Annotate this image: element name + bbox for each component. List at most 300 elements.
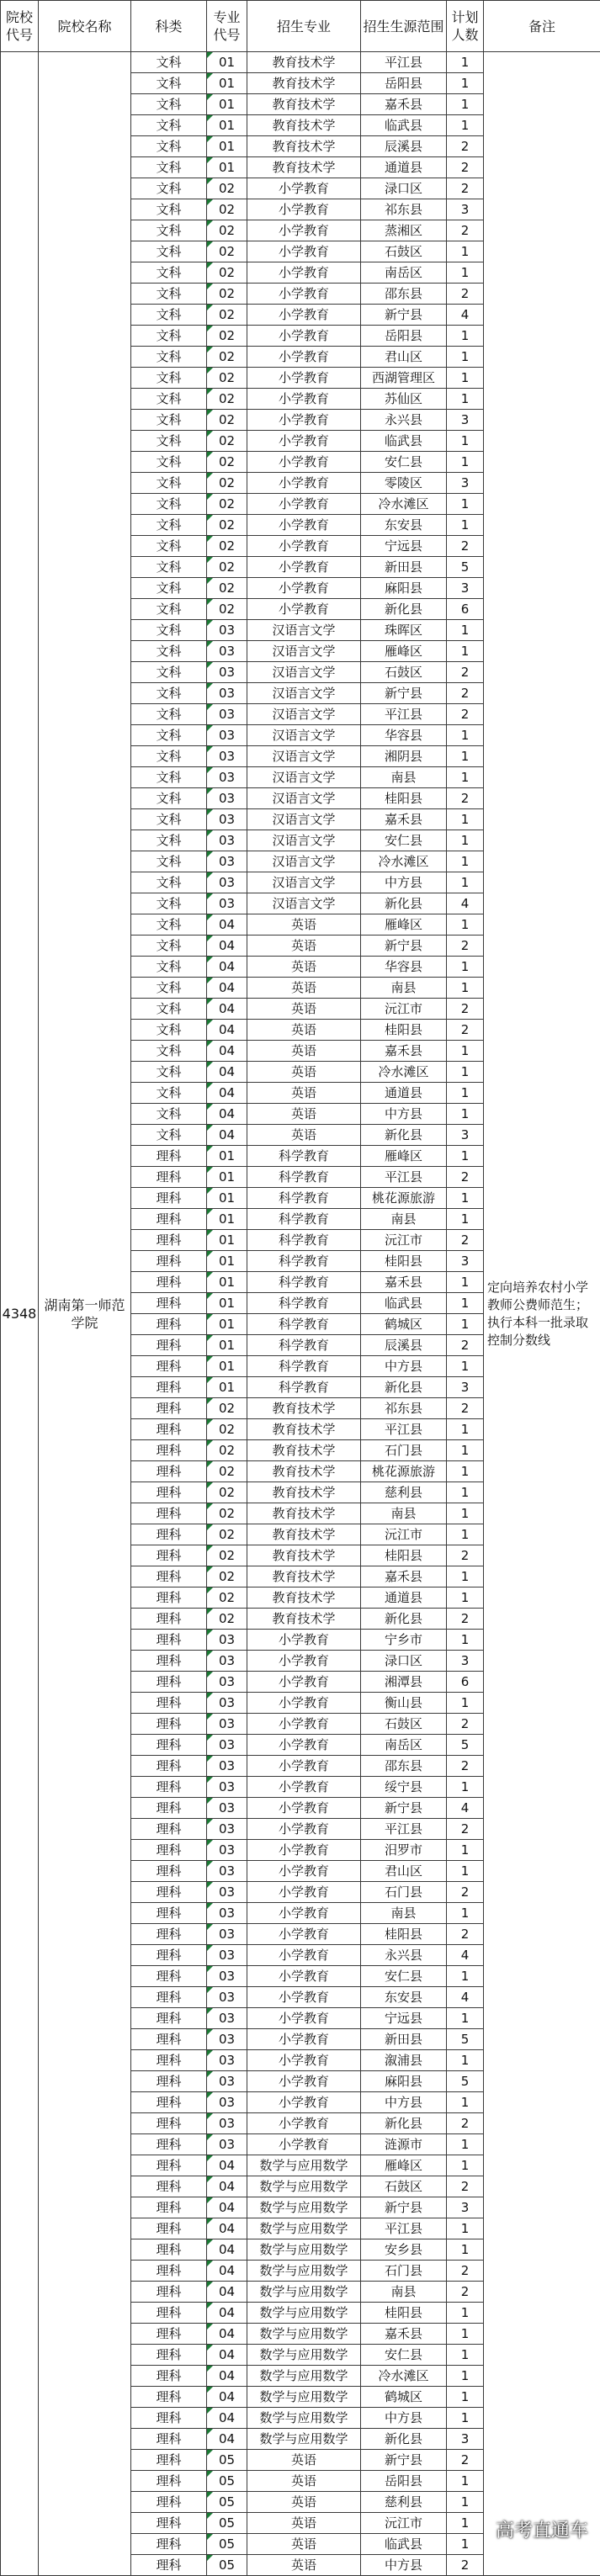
subject-cell: 理科 [131,1693,207,1714]
major-code-cell: 02 [207,1545,247,1566]
major-code-cell: 02 [207,536,247,557]
subject-cell: 理科 [131,2176,207,2197]
major-code-cell: 02 [207,262,247,284]
subject-cell: 文科 [131,452,207,473]
major-cell: 教育技术学 [247,1524,361,1545]
region-cell: 渌口区 [361,178,447,199]
quota-cell: 5 [447,2029,484,2050]
quota-cell: 1 [447,1356,484,1377]
major-code-cell: 04 [207,914,247,936]
major-code-cell: 03 [207,662,247,683]
quota-cell: 1 [447,2408,484,2429]
subject-cell: 文科 [131,662,207,683]
region-cell: 雁峰区 [361,1146,447,1167]
quota-cell: 2 [447,284,484,305]
region-cell: 桃花源旅游 [361,1461,447,1482]
major-cell: 教育技术学 [247,157,361,178]
major-code-cell: 02 [207,1440,247,1461]
major-cell: 教育技术学 [247,1482,361,1503]
quota-cell: 1 [447,2092,484,2113]
quota-cell: 1 [447,2303,484,2324]
major-code-cell: 02 [207,1609,247,1630]
region-cell: 石鼓区 [361,662,447,683]
major-cell: 数学与应用数学 [247,2239,361,2261]
major-cell: 小学教育 [247,1630,361,1651]
major-code-cell: 01 [207,157,247,178]
subject-cell: 理科 [131,2071,207,2092]
subject-cell: 理科 [131,2513,207,2534]
major-code-cell: 03 [207,2008,247,2029]
region-cell: 新宁县 [361,683,447,704]
region-cell: 麻阳县 [361,578,447,599]
quota-cell: 1 [447,2471,484,2492]
major-cell: 英语 [247,1041,361,1062]
region-cell: 嘉禾县 [361,94,447,115]
major-cell: 教育技术学 [247,1503,361,1524]
region-cell: 永兴县 [361,1945,447,1966]
region-cell: 冷水滩区 [361,1062,447,1083]
subject-cell: 文科 [131,1062,207,1083]
table-body [1,52,600,2576]
major-code-cell: 04 [207,2303,247,2324]
region-cell: 安仁县 [361,2345,447,2366]
subject-cell: 理科 [131,1566,207,1587]
major-cell: 科学教育 [247,1377,361,1398]
quota-cell: 2 [447,178,484,199]
major-code-cell: 02 [207,1503,247,1524]
quota-cell: 1 [447,1524,484,1545]
subject-cell: 理科 [131,2218,207,2239]
region-cell: 临武县 [361,115,447,136]
subject-cell: 文科 [131,767,207,788]
major-code-cell: 03 [207,893,247,914]
subject-cell: 理科 [131,1272,207,1293]
region-cell: 鹤城区 [361,2387,447,2408]
subject-cell: 理科 [131,2366,207,2387]
header-major: 招生专业 [247,1,361,52]
major-cell: 教育技术学 [247,1609,361,1630]
subject-cell: 理科 [131,1293,207,1314]
major-cell: 小学教育 [247,1924,361,1945]
major-code-cell: 01 [207,1335,247,1356]
major-cell: 英语 [247,1104,361,1125]
major-code-cell: 01 [207,52,247,73]
major-cell: 英语 [247,1020,361,1041]
subject-cell: 理科 [131,1630,207,1651]
major-code-cell: 03 [207,2092,247,2113]
subject-cell: 理科 [131,1545,207,1566]
major-code-cell: 03 [207,1882,247,1903]
subject-cell: 理科 [131,1819,207,1840]
region-cell: 汨罗市 [361,1840,447,1861]
major-cell: 小学教育 [247,1693,361,1714]
subject-cell: 文科 [131,284,207,305]
quota-cell: 1 [447,767,484,788]
quota-cell: 2 [447,1819,484,1840]
major-code-cell: 02 [207,599,247,620]
quota-cell: 1 [447,1503,484,1524]
subject-cell: 文科 [131,725,207,746]
major-cell: 数学与应用数学 [247,2155,361,2176]
region-cell: 沅江市 [361,1230,447,1251]
subject-cell: 文科 [131,220,207,241]
major-cell: 小学教育 [247,1966,361,1987]
header-school-name: 院校名称 [39,1,131,52]
quota-cell: 3 [447,2197,484,2218]
header-region: 招生生源范围 [361,1,447,52]
major-code-cell: 03 [207,1735,247,1756]
region-cell: 辰溪县 [361,1335,447,1356]
region-cell: 衡山县 [361,1693,447,1714]
region-cell: 石门县 [361,2261,447,2282]
major-code-cell: 03 [207,767,247,788]
region-cell: 南县 [361,1903,447,1924]
major-code-cell: 03 [207,851,247,872]
quota-cell: 2 [447,662,484,683]
subject-cell: 理科 [131,1672,207,1693]
major-code-cell: 03 [207,1987,247,2008]
quota-cell: 1 [447,1272,484,1293]
major-code-cell: 05 [207,2555,247,2576]
quota-cell: 4 [447,1945,484,1966]
quota-cell: 2 [447,788,484,809]
region-cell: 君山区 [361,347,447,368]
major-code-cell: 03 [207,1693,247,1714]
major-cell: 数学与应用数学 [247,2282,361,2303]
region-cell: 新化县 [361,1609,447,1630]
major-code-cell: 01 [207,1314,247,1335]
major-cell: 小学教育 [247,389,361,410]
region-cell: 冷水滩区 [361,2366,447,2387]
region-cell: 涟源市 [361,2134,447,2155]
major-code-cell: 02 [207,326,247,347]
region-cell: 临武县 [361,1293,447,1314]
region-cell: 麻阳县 [361,2071,447,2092]
quota-cell: 1 [447,2387,484,2408]
quota-cell: 1 [447,1209,484,1230]
major-code-cell: 03 [207,1840,247,1861]
major-cell: 汉语言文学 [247,746,361,767]
subject-cell: 文科 [131,473,207,494]
major-cell: 英语 [247,2471,361,2492]
major-cell: 科学教育 [247,1209,361,1230]
major-cell: 英语 [247,914,361,936]
major-cell: 小学教育 [247,1903,361,1924]
major-code-cell: 02 [207,494,247,515]
quota-cell: 1 [447,2008,484,2029]
major-cell: 英语 [247,999,361,1020]
quota-cell: 1 [447,1566,484,1587]
major-cell: 汉语言文学 [247,851,361,872]
major-cell: 小学教育 [247,1882,361,1903]
subject-cell: 文科 [131,978,207,999]
major-code-cell: 02 [207,578,247,599]
region-cell: 嘉禾县 [361,1041,447,1062]
major-cell: 教育技术学 [247,73,361,94]
major-cell: 英语 [247,978,361,999]
region-cell: 安乡县 [361,2239,447,2261]
major-code-cell: 03 [207,620,247,641]
major-cell: 汉语言文学 [247,641,361,662]
major-cell: 小学教育 [247,199,361,220]
major-code-cell: 02 [207,305,247,326]
major-code-cell: 04 [207,1020,247,1041]
subject-cell: 文科 [131,536,207,557]
quota-cell: 3 [447,473,484,494]
quota-cell: 3 [447,1251,484,1272]
region-cell: 平江县 [361,2218,447,2239]
major-code-cell: 01 [207,94,247,115]
region-cell: 宁远县 [361,536,447,557]
subject-cell: 理科 [131,1882,207,1903]
major-code-cell: 02 [207,178,247,199]
subject-cell: 文科 [131,136,207,157]
quota-cell: 1 [447,2239,484,2261]
subject-cell: 理科 [131,2345,207,2366]
region-cell: 东安县 [361,515,447,536]
subject-cell: 理科 [131,1903,207,1924]
major-code-cell: 04 [207,2218,247,2239]
major-cell: 小学教育 [247,2071,361,2092]
subject-cell: 理科 [131,2029,207,2050]
major-cell: 教育技术学 [247,1398,361,1419]
region-cell: 辰溪县 [361,136,447,157]
major-cell: 小学教育 [247,2050,361,2071]
major-cell: 小学教育 [247,494,361,515]
major-code-cell: 02 [207,199,247,220]
quota-cell: 1 [447,52,484,73]
major-code-cell: 02 [207,1398,247,1419]
major-cell: 教育技术学 [247,1419,361,1440]
quota-cell: 2 [447,2282,484,2303]
major-code-cell: 04 [207,1083,247,1104]
region-cell: 新宁县 [361,305,447,326]
quota-cell: 2 [447,2261,484,2282]
major-code-cell: 03 [207,1861,247,1882]
major-code-cell: 01 [207,1272,247,1293]
subject-cell: 文科 [131,557,207,578]
major-cell: 小学教育 [247,557,361,578]
major-code-cell: 01 [207,1209,247,1230]
region-cell: 蒸湘区 [361,220,447,241]
quota-cell: 2 [447,1714,484,1735]
major-code-cell: 03 [207,2134,247,2155]
header-subject: 科类 [131,1,207,52]
quota-cell: 2 [447,2176,484,2197]
major-code-cell: 04 [207,2387,247,2408]
major-cell: 小学教育 [247,347,361,368]
subject-cell: 文科 [131,431,207,452]
quota-cell: 2 [447,1230,484,1251]
region-cell: 桂阳县 [361,1545,447,1566]
major-code-cell: 02 [207,1482,247,1503]
major-code-cell: 03 [207,683,247,704]
major-code-cell: 03 [207,746,247,767]
region-cell: 鹤城区 [361,1314,447,1335]
major-code-cell: 04 [207,2282,247,2303]
quota-cell: 1 [447,620,484,641]
major-cell: 小学教育 [247,368,361,389]
major-cell: 小学教育 [247,326,361,347]
quota-cell: 1 [447,1440,484,1461]
quota-cell: 2 [447,157,484,178]
subject-cell: 理科 [131,1735,207,1756]
major-code-cell: 03 [207,2113,247,2134]
major-cell: 科学教育 [247,1272,361,1293]
region-cell: 临武县 [361,2534,447,2555]
region-cell: 中方县 [361,1356,447,1377]
major-code-cell: 01 [207,1356,247,1377]
quota-cell: 1 [447,978,484,999]
region-cell: 石门县 [361,1882,447,1903]
region-cell: 华容县 [361,957,447,978]
major-cell: 英语 [247,1062,361,1083]
region-cell: 渌口区 [361,1651,447,1672]
region-cell: 临武县 [361,431,447,452]
major-code-cell: 05 [207,2513,247,2534]
quota-cell: 1 [447,851,484,872]
major-code-cell: 03 [207,1798,247,1819]
quota-cell: 1 [447,746,484,767]
region-cell: 新宁县 [361,2197,447,2218]
quota-cell: 1 [447,1840,484,1861]
major-code-cell: 03 [207,1777,247,1798]
region-cell: 新化县 [361,599,447,620]
major-code-cell: 01 [207,1377,247,1398]
major-cell: 数学与应用数学 [247,2176,361,2197]
major-cell: 小学教育 [247,262,361,284]
region-cell: 溆浦县 [361,2050,447,2071]
quota-cell: 1 [447,1419,484,1440]
major-cell: 小学教育 [247,1714,361,1735]
major-cell: 数学与应用数学 [247,2197,361,2218]
major-cell: 小学教育 [247,1777,361,1798]
region-cell: 苏仙区 [361,389,447,410]
subject-cell: 理科 [131,1945,207,1966]
major-cell: 科学教育 [247,1167,361,1188]
subject-cell: 文科 [131,494,207,515]
quota-cell: 1 [447,957,484,978]
major-code-cell: 02 [207,1524,247,1545]
major-cell: 汉语言文学 [247,704,361,725]
quota-cell: 1 [447,115,484,136]
major-cell: 科学教育 [247,1314,361,1335]
subject-cell: 文科 [131,199,207,220]
school-code-cell: 4348 [1,52,39,2576]
subject-cell: 文科 [131,1125,207,1146]
subject-cell: 理科 [131,1503,207,1524]
region-cell: 平江县 [361,52,447,73]
subject-cell: 理科 [131,1230,207,1251]
major-code-cell: 03 [207,1756,247,1777]
region-cell: 桂阳县 [361,1924,447,1945]
major-code-cell: 04 [207,2408,247,2429]
major-cell: 教育技术学 [247,1566,361,1587]
subject-cell: 文科 [131,1104,207,1125]
major-cell: 科学教育 [247,1356,361,1377]
subject-cell: 文科 [131,73,207,94]
subject-cell: 文科 [131,746,207,767]
subject-cell: 理科 [131,1651,207,1672]
subject-cell: 理科 [131,2492,207,2513]
subject-cell: 文科 [131,1041,207,1062]
subject-cell: 理科 [131,1861,207,1882]
region-cell: 南岳区 [361,262,447,284]
major-cell: 教育技术学 [247,136,361,157]
region-cell: 石鼓区 [361,1714,447,1735]
subject-cell: 理科 [131,1461,207,1482]
quota-cell: 6 [447,599,484,620]
major-cell: 汉语言文学 [247,683,361,704]
major-code-cell: 03 [207,1924,247,1945]
major-code-cell: 03 [207,1651,247,1672]
subject-cell: 文科 [131,999,207,1020]
major-code-cell: 03 [207,1819,247,1840]
major-cell: 小学教育 [247,578,361,599]
subject-cell: 理科 [131,1419,207,1440]
subject-cell: 文科 [131,851,207,872]
major-cell: 小学教育 [247,410,361,431]
region-cell: 岳阳县 [361,73,447,94]
subject-cell: 文科 [131,157,207,178]
quota-cell: 1 [447,73,484,94]
major-cell: 数学与应用数学 [247,2324,361,2345]
major-cell: 教育技术学 [247,94,361,115]
quota-cell: 2 [447,1756,484,1777]
major-cell: 汉语言文学 [247,620,361,641]
major-cell: 英语 [247,1125,361,1146]
quota-cell: 1 [447,368,484,389]
major-code-cell: 04 [207,2345,247,2366]
region-cell: 东安县 [361,1987,447,2008]
subject-cell: 文科 [131,326,207,347]
major-cell: 小学教育 [247,1756,361,1777]
quota-cell: 1 [447,914,484,936]
subject-cell: 理科 [131,1188,207,1209]
major-code-cell: 03 [207,1714,247,1735]
quota-cell: 3 [447,199,484,220]
subject-cell: 理科 [131,1335,207,1356]
major-code-cell: 02 [207,1461,247,1482]
quota-cell: 2 [447,2450,484,2471]
major-cell: 科学教育 [247,1293,361,1314]
major-cell: 科学教育 [247,1188,361,1209]
quota-cell: 1 [447,2345,484,2366]
quota-cell: 1 [447,2050,484,2071]
subject-cell: 文科 [131,1083,207,1104]
header-row [1,1,600,52]
quota-cell: 1 [447,1861,484,1882]
region-cell: 邵东县 [361,1756,447,1777]
subject-cell: 理科 [131,2450,207,2471]
major-cell: 数学与应用数学 [247,2218,361,2239]
subject-cell: 理科 [131,2239,207,2261]
subject-cell: 文科 [131,305,207,326]
major-cell: 小学教育 [247,1861,361,1882]
quota-cell: 1 [447,1041,484,1062]
quota-cell: 6 [447,1672,484,1693]
subject-cell: 文科 [131,178,207,199]
watermark: 高考直通车 [496,2516,588,2542]
major-code-cell: 02 [207,241,247,262]
subject-cell: 理科 [131,1146,207,1167]
header-major-code: 专业代号 [207,1,247,52]
subject-cell: 文科 [131,347,207,368]
quota-cell: 1 [447,1630,484,1651]
quota-cell: 1 [447,452,484,473]
major-cell: 小学教育 [247,452,361,473]
header-note: 备注 [484,1,600,52]
